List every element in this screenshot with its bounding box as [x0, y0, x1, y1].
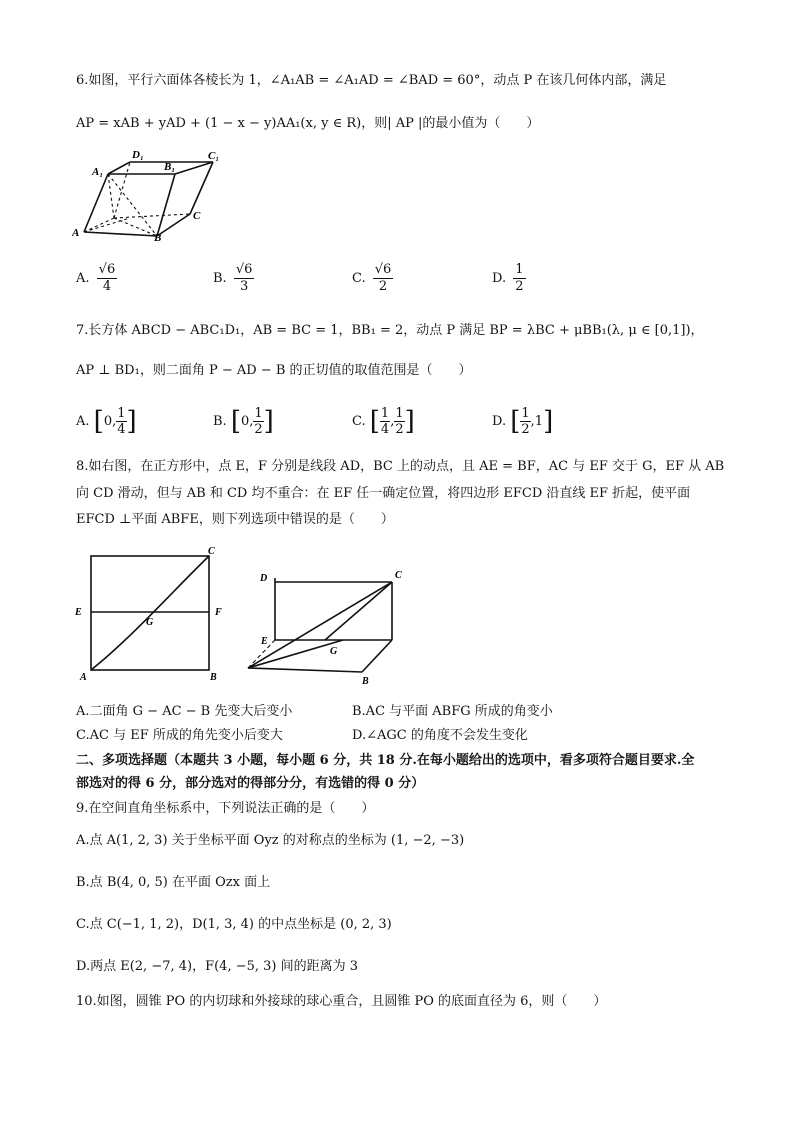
q7-option-b[interactable]: B. [0, $\frac{1}{2}$ ] — [213, 406, 274, 437]
q8-folded-figure — [240, 562, 415, 688]
q6-option-a[interactable]: A. $\frac{√6}{4}$ — [76, 262, 116, 294]
edge-AB — [84, 232, 157, 236]
section2-heading-line2: 部选对的得 6 分，部分选对的得部分分，有选错的得 0 分） — [76, 776, 425, 791]
q8-option-d[interactable]: D.∠AGC 的角度不会发生变化 — [352, 728, 528, 743]
fig2-label-G: G — [330, 646, 338, 657]
q10-stem: 10.如图，圆锥 PO 的内切球和外接球的球心重合，且圆锥 PO 的底面直径为 6，则（ ） — [76, 994, 607, 1009]
edge-CC1 — [190, 162, 213, 214]
edge-A1D1 — [108, 162, 130, 174]
q7-option-c[interactable]: C. [ $\frac{1}{4}$ , $\frac{1}{2}$ ] — [352, 406, 415, 437]
q6-parallelepiped-figure — [72, 148, 222, 242]
label-A1: A₁ — [92, 166, 104, 178]
label-A: A — [72, 227, 80, 239]
label-C: C — [193, 210, 201, 222]
q8-stem-line3: EFCD ⊥平面 ABFE，则下列选项中错误的是（ ） — [76, 512, 394, 527]
fig1-label-C: C — [208, 546, 215, 557]
fig2-label-B: B — [362, 676, 369, 687]
q9-stem: 9.在空间直角坐标系中，下列说法正确的是（ ） — [76, 801, 375, 816]
diag-AP-hidden — [84, 218, 130, 232]
edge-DD1-hidden — [114, 162, 130, 218]
segment-AC — [248, 582, 392, 668]
q8-option-c[interactable]: C.AC 与 EF 所成的角先变小后变大 — [76, 728, 283, 743]
label-B1: B₁ — [164, 161, 176, 173]
edge-AA1 — [84, 174, 108, 232]
fig1-label-A: A — [80, 672, 87, 683]
q6-stem-line1: 6.如图，平行六面体各棱长为 1，∠A₁AB = ∠A₁AD = ∠BAD = 60°，动点 P 在该几何体内部，满足 — [76, 73, 667, 88]
edge-FB — [362, 640, 392, 672]
fig1-label-F: F — [215, 607, 222, 618]
fig2-label-C: C — [395, 570, 402, 581]
diag-A1B-hidden — [108, 174, 157, 236]
q6-option-b[interactable]: B. $\frac{√6}{3}$ — [213, 262, 253, 294]
q8-square-figure — [70, 544, 230, 684]
label-D1: D₁ — [132, 149, 144, 161]
q9-option-a[interactable]: A.点 A(1, 2, 3) 关于坐标平面 Oyz 的对称点的坐标为 (1, −2, −3) — [76, 833, 465, 848]
edge-DC-hidden — [114, 214, 190, 218]
q6-option-c[interactable]: C. $\frac{√6}{2}$ — [352, 262, 392, 294]
q9-option-d[interactable]: D.两点 E(2, −7, 4)，F(4, −5, 3) 间的距离为 3 — [76, 959, 359, 974]
edge-AB — [248, 668, 362, 672]
q7-stem-line2: AP ⊥ BD₁，则二面角 P − AD − B 的正切值的取值范围是（ ） — [76, 363, 472, 378]
q7-option-a[interactable]: A. [0, $\frac{1}{4}$ ] — [76, 406, 137, 437]
fig2-label-E: E — [261, 636, 268, 647]
fig1-label-G: G — [146, 617, 154, 628]
segment-AC — [91, 556, 209, 670]
fig2-label-D: D — [260, 573, 268, 584]
q8-stem-line1: 8.如右图，在正方形中，点 E，F 分别是线段 AD，BC 上的动点，且 AE = BF，AC 与 EF 交于 G，EF 从 AB — [76, 459, 725, 474]
label-C1: C₁ — [208, 150, 220, 162]
q9-option-c[interactable]: C.点 C(−1, 1, 2)，D(1, 3, 4) 的中点坐标是 (0, 2, 3) — [76, 917, 392, 932]
q8-stem-line2: 向 CD 滑动，但与 AB 和 CD 均不重合：在 EF 任一确定位置，将四边形 EFCD 沿直线 EF 折起，使平面 — [76, 486, 691, 501]
segment-GC — [325, 582, 392, 640]
fig1-label-E: E — [75, 607, 82, 618]
q8-option-b[interactable]: B.AC 与平面 ABFG 所成的角变小 — [352, 704, 553, 719]
fig1-label-B: B — [210, 672, 217, 683]
edge-B1C1 — [175, 162, 213, 174]
q6-option-d[interactable]: D. $\frac{1}{2}$ — [492, 262, 524, 294]
q8-option-a[interactable]: A.二面角 G − AC − B 先变大后变小 — [76, 704, 293, 719]
q9-option-b[interactable]: B.点 B(4, 0, 5) 在平面 Ozx 面上 — [76, 875, 271, 890]
section2-heading-line1: 二、多项选择题（本题共 3 小题，每小题 6 分，共 18 分.在每小题给出的选项中，看多项符合题目要求.全 — [76, 753, 695, 768]
q7-stem-line1: 7.长方体 ABCD − ABC₁D₁，AB = BC = 1，BB₁ = 2，动点 P 满足 BP = λBC + μBB₁(λ, μ ∈ [0,1])， — [76, 323, 704, 338]
q6-stem-line2: AP = xAB + yAD + (1 − x − y)AA₁(x, y ∈ R)，则| AP |的最小值为（ ） — [76, 116, 540, 131]
q7-option-d[interactable]: D. [ $\frac{1}{2}$ ,1] — [492, 406, 554, 437]
label-B: B — [154, 232, 162, 242]
